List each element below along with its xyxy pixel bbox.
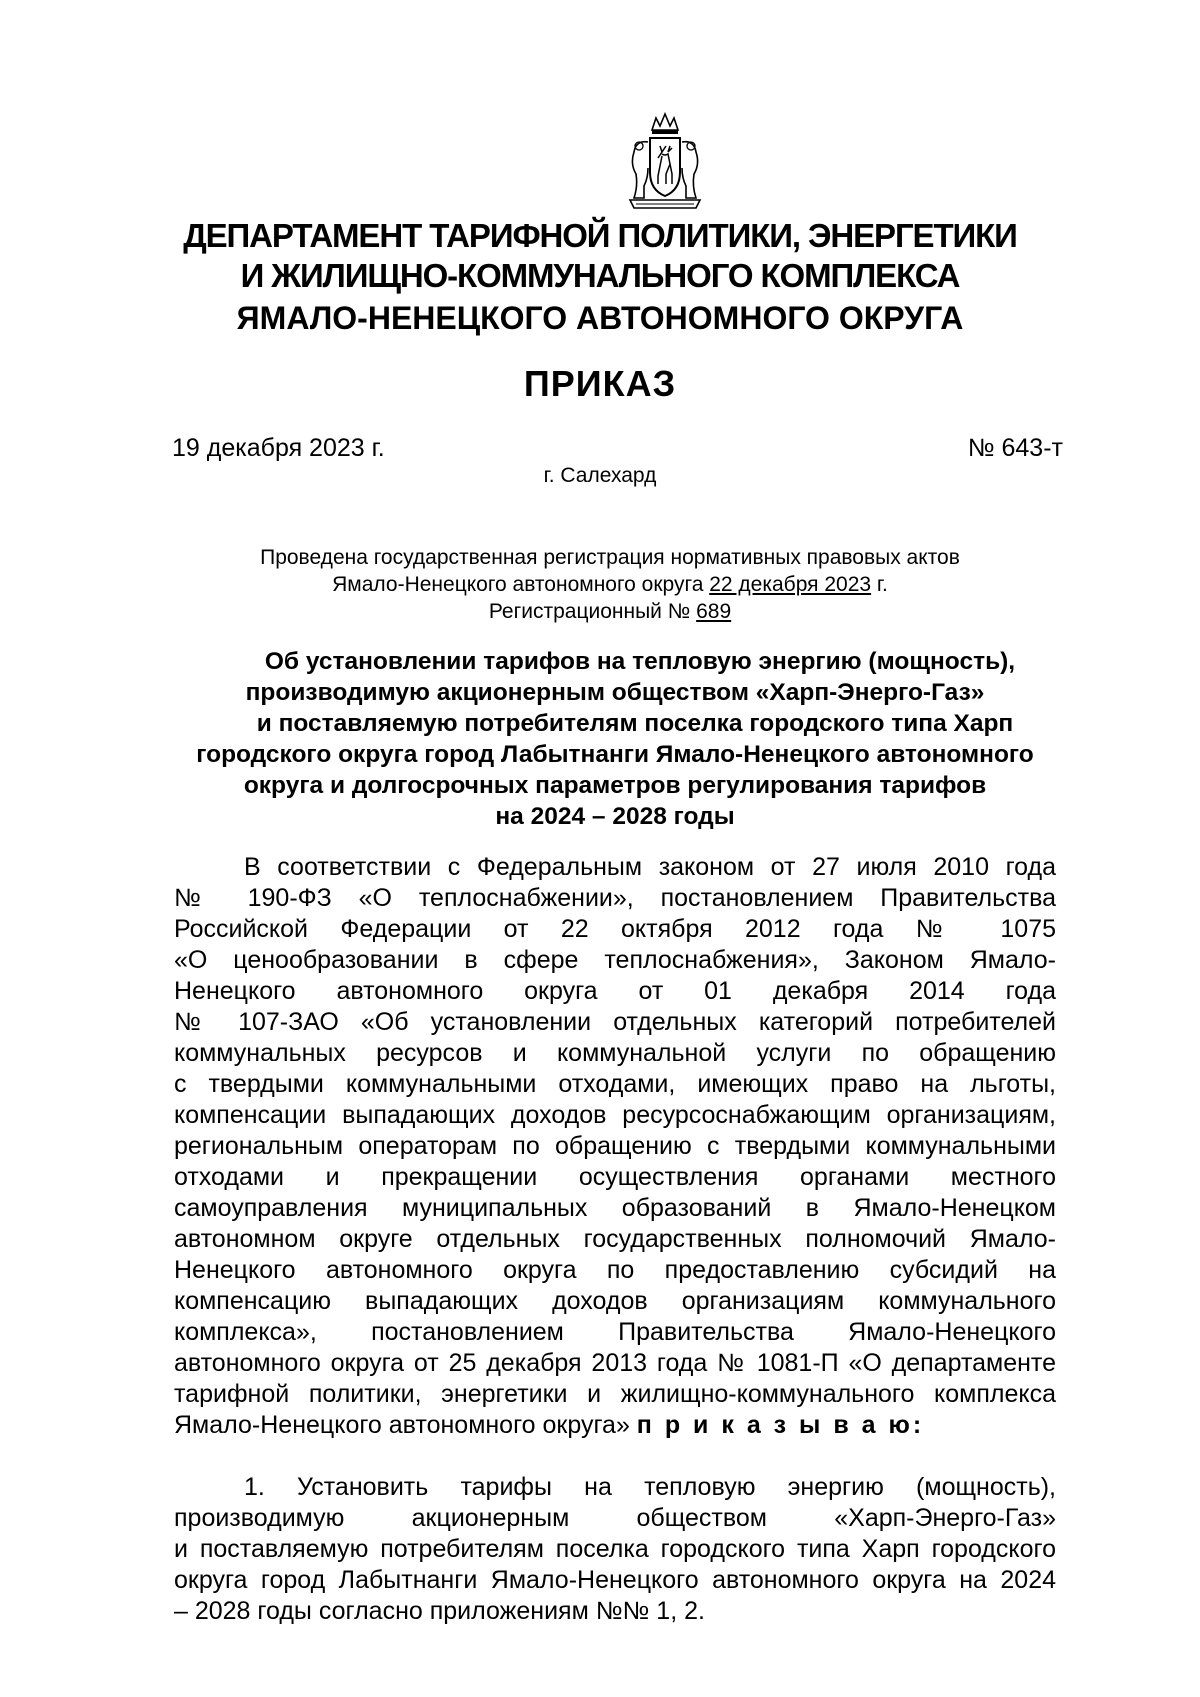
coat-of-arms-icon — [622, 112, 708, 212]
preamble-line: автономного округа от 25 декабря 2013 года № 1081-П «О департаменте — [174, 1349, 1056, 1377]
item-1-line: 1. Установить тарифы на тепловую энергию (мощность), — [244, 1473, 1056, 1501]
registration-line-2 — [190, 571, 1030, 598]
department-name-line-2: И ЖИЛИЩНО-КОММУНАЛЬНОГО КОМПЛЕКСА — [240, 257, 960, 294]
item-1-line: – 2028 годы согласно приложениям №№ 1, 2. — [174, 1597, 705, 1625]
preamble-line: самоуправления муниципальных образований в Ямало-Ненецком — [174, 1194, 1056, 1222]
preamble-line: компенсацию выпадающих доходов организациям коммунального — [174, 1287, 1056, 1315]
order-word: п р и к а з ы в а ю: — [636, 1411, 925, 1439]
registration-number: 689 — [696, 600, 732, 623]
preamble-line: компенсации выпадающих доходов ресурсоснабжающим организациям, — [174, 1101, 1056, 1129]
preamble-line: Ненецкого автономного округа от 01 декабря 2014 года — [174, 977, 1056, 1005]
document-number: № 643-т — [967, 434, 1063, 462]
item-1-line: производимую акционерным обществом «Харп-Энерго-Газ» — [174, 1504, 1056, 1532]
title-line: на 2024 – 2028 годы — [495, 803, 735, 830]
preamble-line: Ненецкого автономного округа по предоставлению субсидий на — [174, 1256, 1056, 1284]
preamble-line: «О ценообразовании в сфере теплоснабжения», Законом Ямало- — [174, 946, 1056, 974]
registration-region: Ямало-Ненецкого автономного округа — [332, 573, 710, 596]
document-type: ПРИКАЗ — [523, 363, 677, 404]
registration-date-suffix: г. — [871, 573, 888, 596]
preamble-line: тарифной политики, энергетики и жилищно-коммунального комплекса — [174, 1380, 1056, 1408]
preamble-line: отходами и прекращении осуществления органами местного — [174, 1163, 1056, 1191]
preamble-line: коммунальных ресурсов и коммунальной услуги по обращению — [174, 1039, 1056, 1067]
preamble-line: № 107-ЗАО «Об установлении отдельных категорий потребителей — [174, 1008, 1056, 1036]
registration-line-3 — [190, 598, 1030, 625]
registration-line-1: Проведена государственная регистрация нормативных правовых актов — [260, 546, 960, 569]
department-name-line-3: ЯМАЛО-НЕНЕЦКОГО АВТОНОМНОГО ОКРУГА — [236, 300, 964, 336]
title-line: и поставляемую потребителям поселка городского типа Харп — [256, 710, 1014, 737]
preamble-line: автономном округе отдельных государственных полномочий Ямало- — [174, 1225, 1056, 1253]
preamble-line: комплекса», постановлением Правительства Ямало-Ненецкого — [174, 1318, 1056, 1346]
title-line: производимую акционерным обществом «Харп-Энерго-Газ» — [245, 679, 985, 706]
preamble-line-last — [174, 1410, 1056, 1441]
preamble-line: В соответствии с Федеральным законом от 27 июля 2010 года — [244, 853, 1056, 881]
preamble-line: № 190-ФЗ «О теплоснабжении», постановлением Правительства — [174, 884, 1056, 912]
item-1-line: и поставляемую потребителям поселка городского типа Харп городского — [174, 1535, 1056, 1563]
title-line: округа и долгосрочных параметров регулирования тарифов — [243, 772, 987, 799]
preamble-line: Российской Федерации от 22 октября 2012 года № 1075 — [174, 915, 1056, 943]
preamble-line: с твердыми коммунальными отходами, имеющих право на льготы, — [174, 1070, 1056, 1098]
department-name-line-1: ДЕПАРТАМЕНТ ТАРИФНОЙ ПОЛИТИКИ, ЭНЕРГЕТИКИ — [183, 217, 1017, 254]
preamble-line: региональным операторам по обращению с твердыми коммунальными — [174, 1132, 1056, 1160]
preamble-last-text: Ямало-Ненецкого автономного округа» — [174, 1411, 637, 1439]
document-date: 19 декабря 2023 г. — [172, 434, 385, 462]
item-1-line: округа город Лабытнанги Ямало-Ненецкого автономного округа на 2024 — [174, 1566, 1056, 1594]
title-line: городского округа город Лабытнанги Ямало-Ненецкого автономного — [196, 741, 1034, 768]
title-line: Об установлении тарифов на тепловую энергию (мощность), — [264, 648, 1016, 675]
document-city: г. Салехард — [543, 464, 657, 487]
registration-date: 22 декабря 2023 — [709, 573, 872, 596]
registration-number-label: Регистрационный № — [488, 600, 697, 623]
